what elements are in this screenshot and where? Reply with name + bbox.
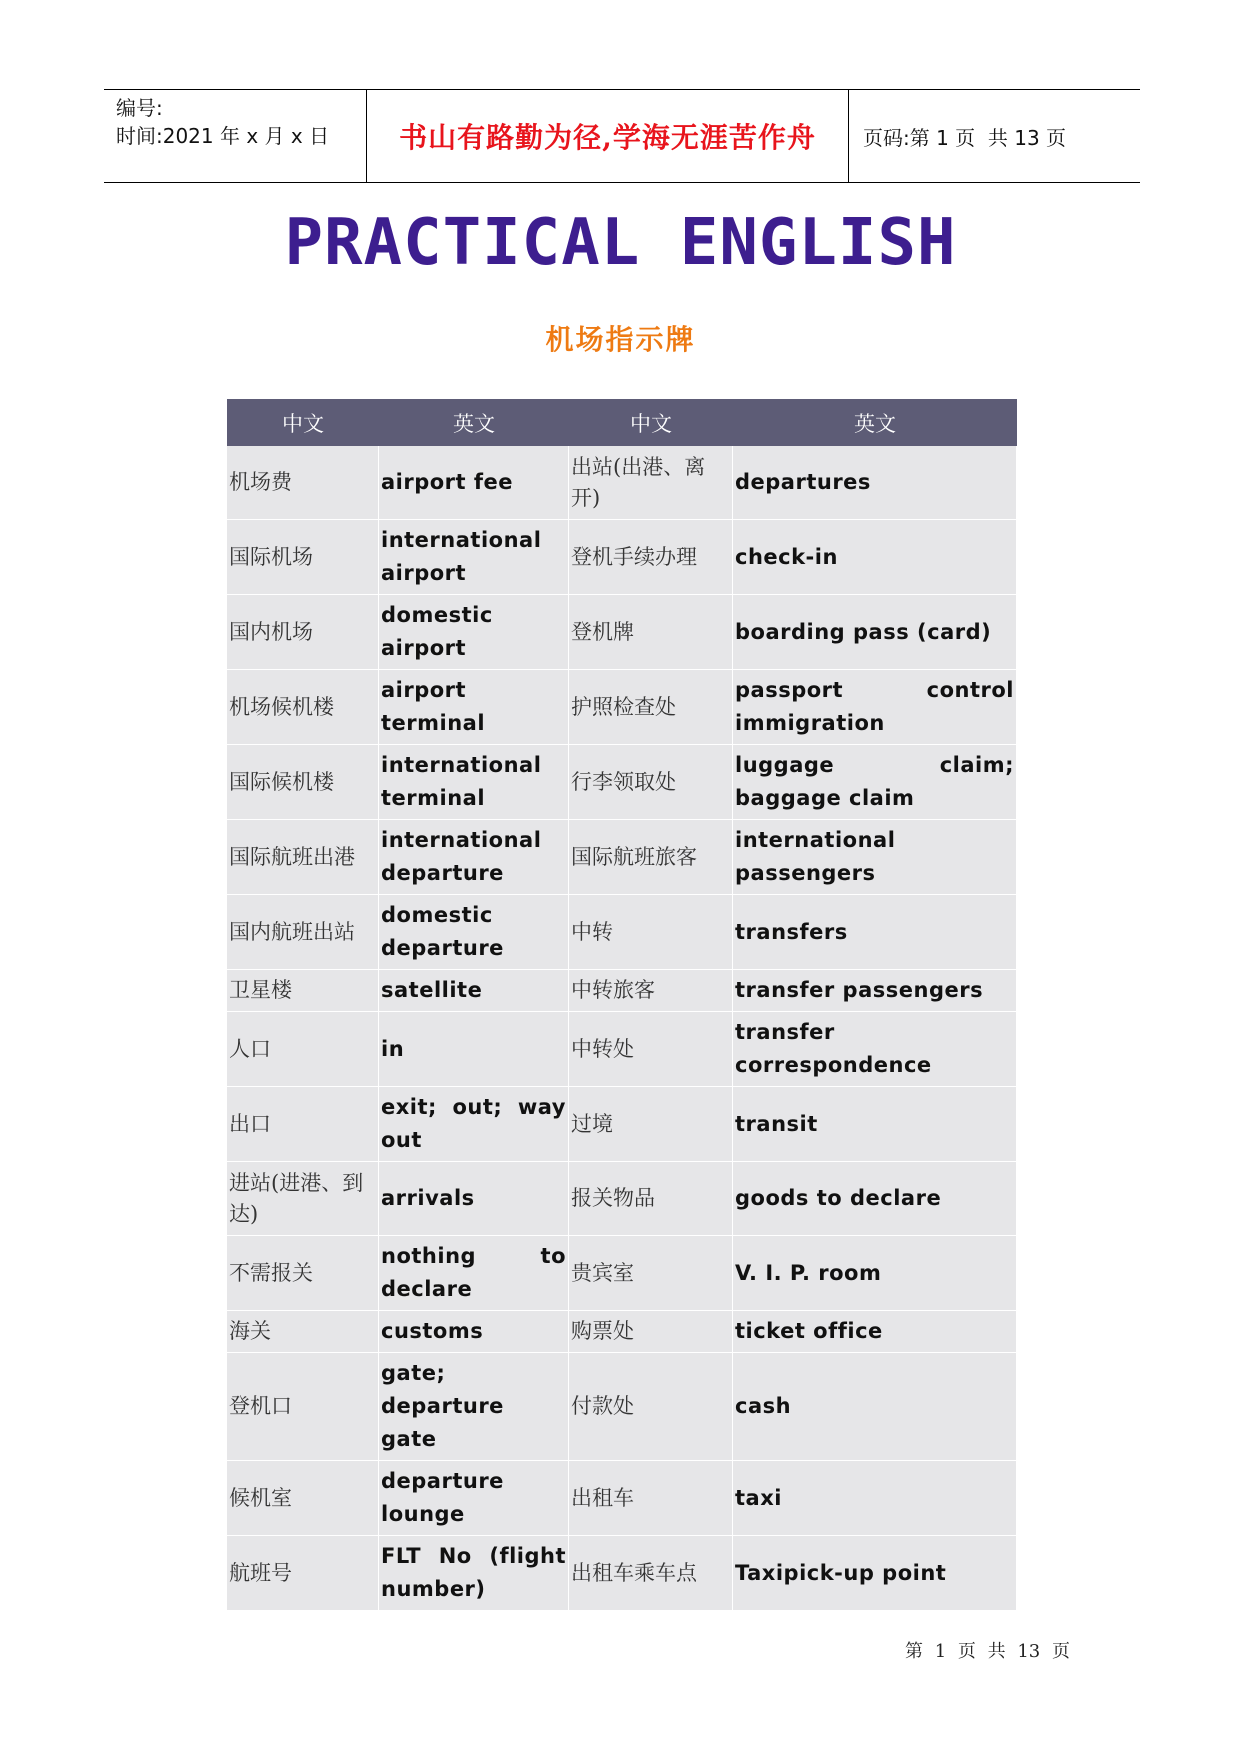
table-row (227, 1536, 1017, 1611)
motto: 书山有路勤为径,学海无涯苦作舟 (399, 121, 816, 154)
english-term: goods to declare (733, 1162, 1017, 1236)
column-header: 中文 (569, 399, 733, 446)
chinese-term: 出站(出港、离开) (569, 446, 733, 520)
english-term: ticket office (733, 1311, 1017, 1353)
chinese-term: 护照检查处 (569, 670, 733, 745)
page-header (104, 89, 1140, 183)
english-term: Taxipick-up point (733, 1536, 1017, 1611)
column-header: 中文 (227, 399, 379, 446)
brand-logo: PRACTICAL ENGLISH (284, 206, 957, 280)
chinese-term: 航班号 (227, 1536, 379, 1611)
english-term: in (379, 1012, 569, 1087)
header-page-cell (849, 90, 1140, 182)
table-row (227, 1311, 1017, 1353)
chinese-term: 机场费 (227, 446, 379, 520)
english-term: taxi (733, 1461, 1017, 1536)
english-term: transfer passengers (733, 970, 1017, 1012)
english-term: satellite (379, 970, 569, 1012)
english-term: arrivals (379, 1162, 569, 1236)
page-info: 页码:第 1 页 共 13 页 (863, 125, 1067, 150)
english-term: airport fee (379, 446, 569, 520)
time-label: 时间:2021 年 x 月 x 日 (116, 124, 330, 148)
header-left-cell (104, 90, 367, 182)
chinese-term: 登机手续办理 (569, 520, 733, 595)
table-row (227, 1353, 1017, 1461)
chinese-term: 出租车 (569, 1461, 733, 1536)
chinese-term: 购票处 (569, 1311, 733, 1353)
chinese-term: 卫星楼 (227, 970, 379, 1012)
chinese-term: 国内航班出站 (227, 895, 379, 970)
table-row (227, 1162, 1017, 1236)
table-row (227, 520, 1017, 595)
english-term: international airport (379, 520, 569, 595)
english-term: domestic departure (379, 895, 569, 970)
vocab-table (227, 399, 1017, 1611)
chinese-term: 中转处 (569, 1012, 733, 1087)
english-term: check-in (733, 520, 1017, 595)
number-label: 编号: (116, 96, 163, 120)
chinese-term: 国际航班出港 (227, 820, 379, 895)
chinese-term: 机场候机楼 (227, 670, 379, 745)
table-row (227, 1087, 1017, 1162)
english-term: international terminal (379, 745, 569, 820)
column-header: 英文 (379, 399, 569, 446)
chinese-term: 国际候机楼 (227, 745, 379, 820)
english-term: transit (733, 1087, 1017, 1162)
chinese-term: 候机室 (227, 1461, 379, 1536)
chinese-term: 出口 (227, 1087, 379, 1162)
chinese-term: 国际机场 (227, 520, 379, 595)
chinese-term: 贵宾室 (569, 1236, 733, 1311)
chinese-term: 人口 (227, 1012, 379, 1087)
table-row (227, 970, 1017, 1012)
english-term: customs (379, 1311, 569, 1353)
english-term: international passengers (733, 820, 1017, 895)
chinese-term: 国际航班旅客 (569, 820, 733, 895)
english-term: passport control immigration (733, 670, 1017, 745)
table-row (227, 1461, 1017, 1536)
chinese-term: 过境 (569, 1087, 733, 1162)
english-term: transfers (733, 895, 1017, 970)
chinese-term: 进站(进港、到达) (227, 1162, 379, 1236)
chinese-term: 中转旅客 (569, 970, 733, 1012)
chinese-term: 行李领取处 (569, 745, 733, 820)
english-term: luggage claim; baggage claim (733, 745, 1017, 820)
english-term: cash (733, 1353, 1017, 1461)
english-term: gate; departure gate (379, 1353, 569, 1461)
chinese-term: 不需报关 (227, 1236, 379, 1311)
column-header: 英文 (733, 399, 1017, 446)
table-row (227, 446, 1017, 520)
table-row (227, 1236, 1017, 1311)
english-term: nothing to declare (379, 1236, 569, 1311)
table-row (227, 820, 1017, 895)
chinese-term: 出租车乘车点 (569, 1536, 733, 1611)
english-term: exit; out; way out (379, 1087, 569, 1162)
table-row (227, 895, 1017, 970)
table-row (227, 670, 1017, 745)
table-row (227, 595, 1017, 670)
chinese-term: 海关 (227, 1311, 379, 1353)
chinese-term: 登机牌 (569, 595, 733, 670)
english-term: departure lounge (379, 1461, 569, 1536)
english-term: V. I. P. room (733, 1236, 1017, 1311)
chinese-term: 登机口 (227, 1353, 379, 1461)
table-row (227, 745, 1017, 820)
english-term: departures (733, 446, 1017, 520)
english-term: international departure (379, 820, 569, 895)
chinese-term: 报关物品 (569, 1162, 733, 1236)
english-term: airport terminal (379, 670, 569, 745)
english-term: domestic airport (379, 595, 569, 670)
table-row (227, 1012, 1017, 1087)
chinese-term: 付款处 (569, 1353, 733, 1461)
english-term: boarding pass (card) (733, 595, 1017, 670)
page-footer: 第 1 页 共 13 页 (905, 1641, 1070, 1662)
english-term: transfer correspondence (733, 1012, 1017, 1087)
english-term: FLT No (flight number) (379, 1536, 569, 1611)
chinese-term: 国内机场 (227, 595, 379, 670)
page-title: 机场指示牌 (545, 323, 696, 356)
header-motto-cell (367, 90, 849, 182)
chinese-term: 中转 (569, 895, 733, 970)
table-header-row (227, 399, 1017, 446)
